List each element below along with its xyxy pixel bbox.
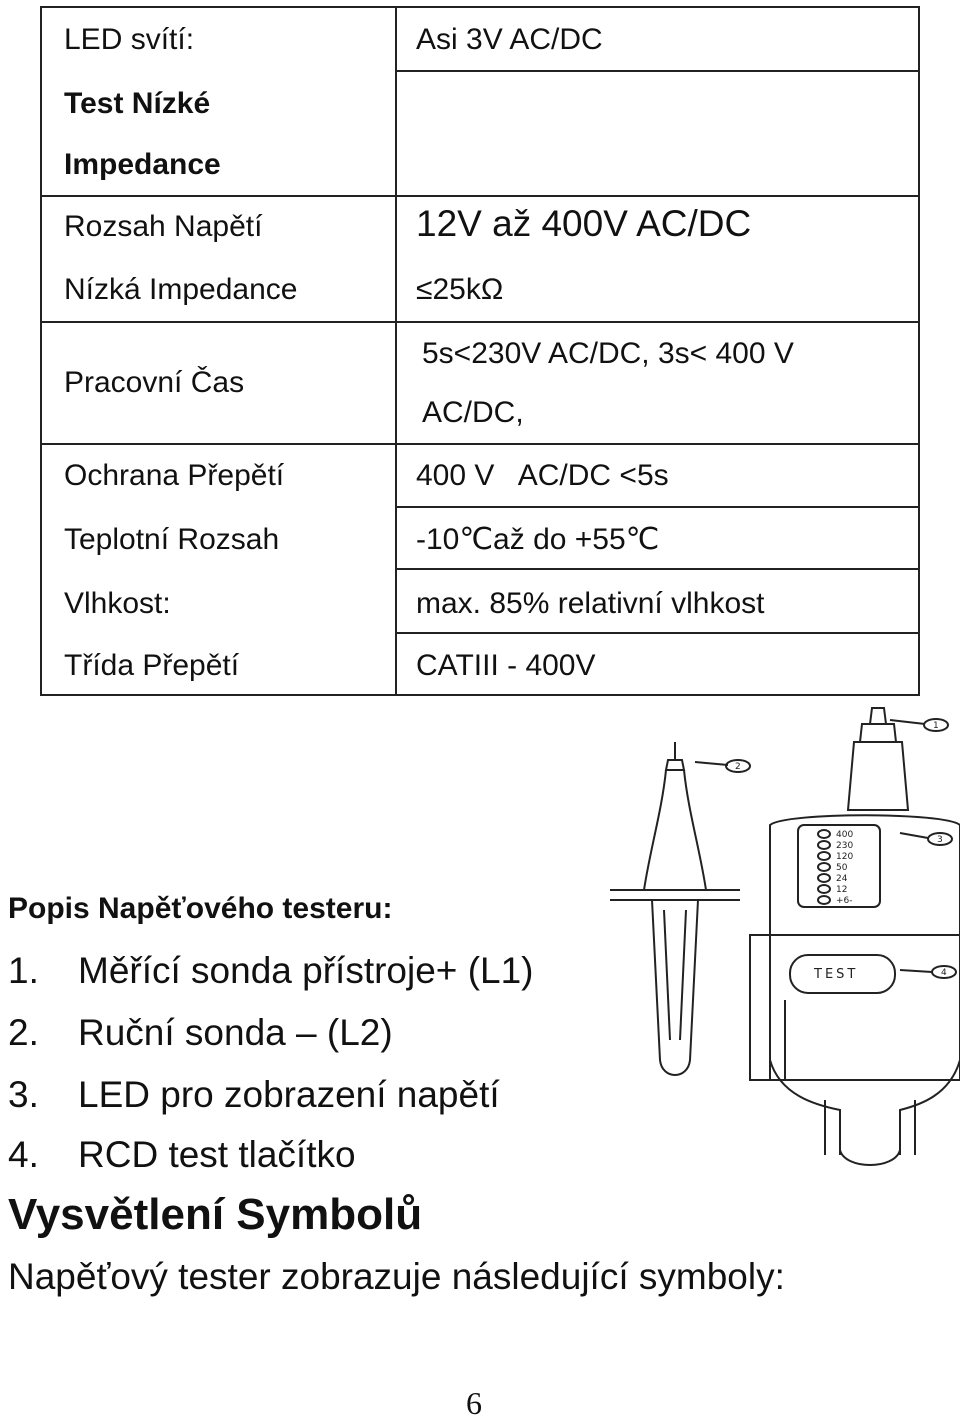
row-divider	[395, 632, 918, 634]
led-label-120: 120	[836, 852, 854, 862]
humidity-value: max. 85% relativní vlhkost	[416, 587, 765, 620]
item-text: Ruční sonda – (L2)	[78, 1012, 393, 1053]
voltage-tester-drawing	[600, 700, 960, 1180]
overvoltage-protection-label: Ochrana Přepětí	[64, 459, 285, 492]
led-label-50: 50	[836, 863, 848, 873]
test-button-label: TEST	[814, 967, 859, 982]
row-divider	[42, 321, 918, 323]
led-indicator	[818, 885, 830, 893]
row-divider	[42, 443, 918, 445]
voltage-range-value: 12V až 400V AC/DC	[416, 203, 752, 244]
led-label-230: 230	[836, 841, 854, 851]
item-number: 4.	[8, 1134, 39, 1175]
led-indicator	[818, 863, 830, 871]
row-divider	[395, 70, 918, 72]
page-number: 6	[466, 1385, 482, 1421]
item-text: Měřící sonda přístroje+ (L1)	[78, 950, 534, 991]
item-text: RCD test tlačítko	[78, 1134, 356, 1175]
tester-description-heading: Popis Napěťového testeru:	[8, 892, 393, 925]
item-number: 1.	[8, 950, 39, 991]
low-impedance-test-label-line2: Impedance	[64, 148, 221, 181]
overvoltage-class-label: Třída Přepětí	[64, 649, 240, 682]
led-label-6: +6-	[836, 896, 853, 906]
row-divider	[42, 195, 918, 197]
hand-probe-illustration	[610, 742, 740, 1075]
led-indicator	[818, 896, 830, 904]
led-label: LED svítí:	[64, 23, 195, 56]
working-time-value-line1: 5s<230V AC/DC, 3s< 400 V	[422, 337, 794, 370]
description-item	[8, 1134, 356, 1176]
item-number: 3.	[8, 1074, 39, 1115]
temperature-range-value: -10℃až do +55℃	[416, 523, 660, 556]
overvoltage-protection-value: 400 V AC/DC <5s	[416, 459, 669, 492]
temperature-range-label: Teplotní Rozsah	[64, 523, 280, 556]
humidity-label: Vlhkost:	[64, 587, 171, 620]
led-label-24: 24	[836, 874, 848, 884]
item-text: LED pro zobrazení napětí	[78, 1074, 500, 1115]
spec-table	[40, 6, 920, 696]
callout-4-label: 4	[941, 968, 947, 978]
led-indicator	[818, 841, 830, 849]
symbols-section-title: Vysvětlení Symbolů	[8, 1190, 423, 1239]
led-label-12: 12	[836, 885, 848, 895]
voltage-range-label: Rozsah Napětí	[64, 210, 263, 243]
overvoltage-class-value: CATIII - 400V	[416, 649, 596, 682]
working-time-label: Pracovní Čas	[64, 366, 245, 399]
callout-2-label: 2	[735, 762, 741, 772]
row-divider	[395, 568, 918, 570]
callout-1-label: 1	[933, 721, 939, 731]
led-value: Asi 3V AC/DC	[416, 23, 603, 56]
led-label-400: 400	[836, 830, 854, 840]
description-item	[8, 950, 534, 992]
led-indicator	[818, 830, 830, 838]
meter-probe-illustration	[750, 708, 960, 1165]
led-indicator	[818, 874, 830, 882]
low-impedance-value: ≤25kΩ	[416, 273, 504, 306]
description-item	[8, 1074, 500, 1116]
working-time-value-line2: AC/DC,	[422, 396, 524, 429]
callout-3-label: 3	[937, 835, 943, 845]
low-impedance-label: Nízká Impedance	[64, 273, 298, 306]
column-divider	[395, 8, 397, 694]
led-indicator	[818, 852, 830, 860]
low-impedance-test-label-line1: Test Nízké	[64, 87, 211, 120]
row-divider	[395, 506, 918, 508]
description-item	[8, 1012, 393, 1054]
item-number: 2.	[8, 1012, 39, 1053]
symbols-section-subtitle: Napěťový tester zobrazuje následující symboly:	[8, 1256, 785, 1297]
